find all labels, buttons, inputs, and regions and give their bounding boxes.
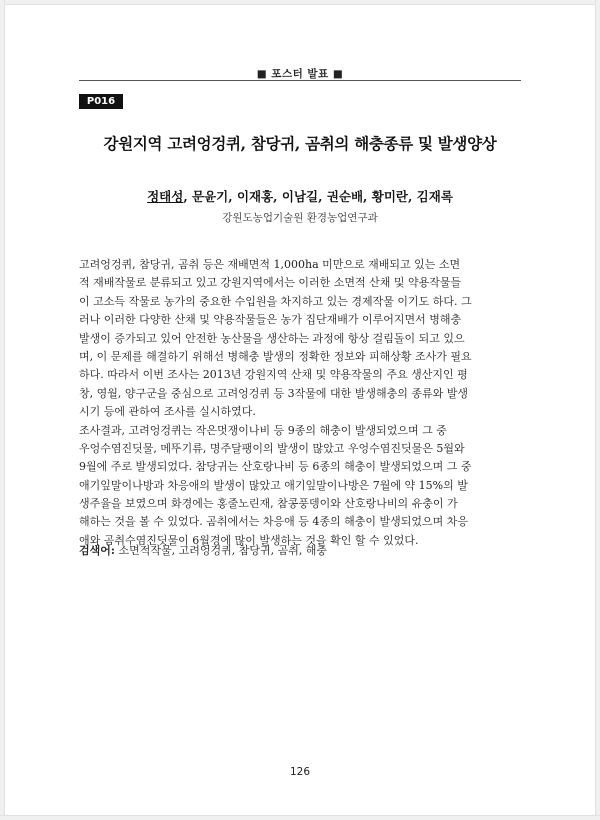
abstract-line: 애기잎말이나방과 차응애의 발생이 많았고 애기잎말이나방은 7월에 약 15%의 발 xyxy=(79,478,468,492)
page-number: 126 xyxy=(289,766,311,778)
abstract-line: 애와 곰취수염진딧물이 6월경에 많이 발생하는 것을 확인 할 수 있었다. xyxy=(79,533,419,547)
viewer-frame-left xyxy=(0,0,5,820)
viewer-frame-bottom xyxy=(0,815,600,820)
abstract-line: 창, 영월, 양구군을 중심으로 고려엉겅퀴 등 3작물에 대한 발생해충의 종류와 발생 xyxy=(79,386,468,400)
abstract-line: 해하는 것을 볼 수 있었다. 곰취에서는 차응애 등 4종의 해충이 발생되었으며 차응 xyxy=(79,515,468,529)
abstract-line: 하다. 따라서 이번 조사는 2013년 강원지역 산채 및 약용작물의 주요 생산지인 평 xyxy=(79,368,468,382)
keywords-label: 검색어: xyxy=(79,544,115,557)
abstract-line: 조사결과, 고려엉겅퀴는 작은멋쟁이나비 등 9종의 해충이 발생되었으며 그 중 xyxy=(79,423,447,437)
header-divider xyxy=(79,80,521,81)
viewer-frame-right xyxy=(595,0,600,820)
abstract-line: 우엉수염진딧물, 메뚜기류, 명주달팽이의 발생이 많았고 우엉수염진딧물은 5월와 xyxy=(79,441,465,455)
abstract-line: 러나 이러한 다양한 산채 및 약용작물들은 농가 집단재배가 이루어지면서 병해충 xyxy=(79,313,462,327)
keywords xyxy=(79,542,521,558)
co-authors: , 문윤기, 이재홍, 이남길, 권순배, 황미란, 김재록 xyxy=(183,189,453,204)
abstract-line: 적 재배작물로 분류되고 있고 강원지역에서는 이러한 소면적 산채 및 약용작물들 xyxy=(79,276,462,290)
affiliation: 강원도농업기술원 환경농업연구과 xyxy=(222,212,378,224)
abstract-line: 시기 등에 관하여 조사를 실시하였다. xyxy=(79,405,256,419)
viewer-frame-top xyxy=(0,0,600,5)
abstract-line: 발생이 증가되고 있어 안전한 농산물을 생산하는 과정에 항상 걸림돌이 되고 있으 xyxy=(79,331,465,345)
author-list xyxy=(79,187,521,205)
abstract-line: 며, 이 문제를 해결하기 위해선 병해충 발생의 정확한 정보와 피해상황 조사가 필요 xyxy=(79,349,472,363)
abstract-line: 이 고소득 작물로 농가의 중요한 수입원을 차지하고 있는 경제작물 이기도 하다. 그 xyxy=(79,294,472,308)
paper-title: 강원지역 고려엉겅퀴, 참당귀, 곰취의 해충종류 및 발생양상 xyxy=(103,134,497,153)
presenting-author: 정태성 xyxy=(147,189,184,204)
abstract-body xyxy=(79,256,521,550)
section-header: ■ 포스터 발표 ■ xyxy=(256,68,344,80)
abstract-line: 생주율을 보였으며 화경에는 홍줄노린재, 참콩풍뎅이와 산호랑나비의 유충이 가 xyxy=(79,497,458,511)
keywords-text: 소면적작물, 고려엉겅퀴, 참당귀, 곰취, 해충 xyxy=(114,544,328,557)
poster-code-badge: P016 xyxy=(79,94,123,109)
abstract-line: 고려엉겅퀴, 참당귀, 곰취 등은 재배면적 1,000ha 미만으로 재배되고 있는 소면 xyxy=(79,258,461,271)
abstract-line: 9월에 주로 발생되었다. 참당귀는 산호랑나비 등 6종의 해충이 발생되었으며 그 중 xyxy=(79,460,472,474)
